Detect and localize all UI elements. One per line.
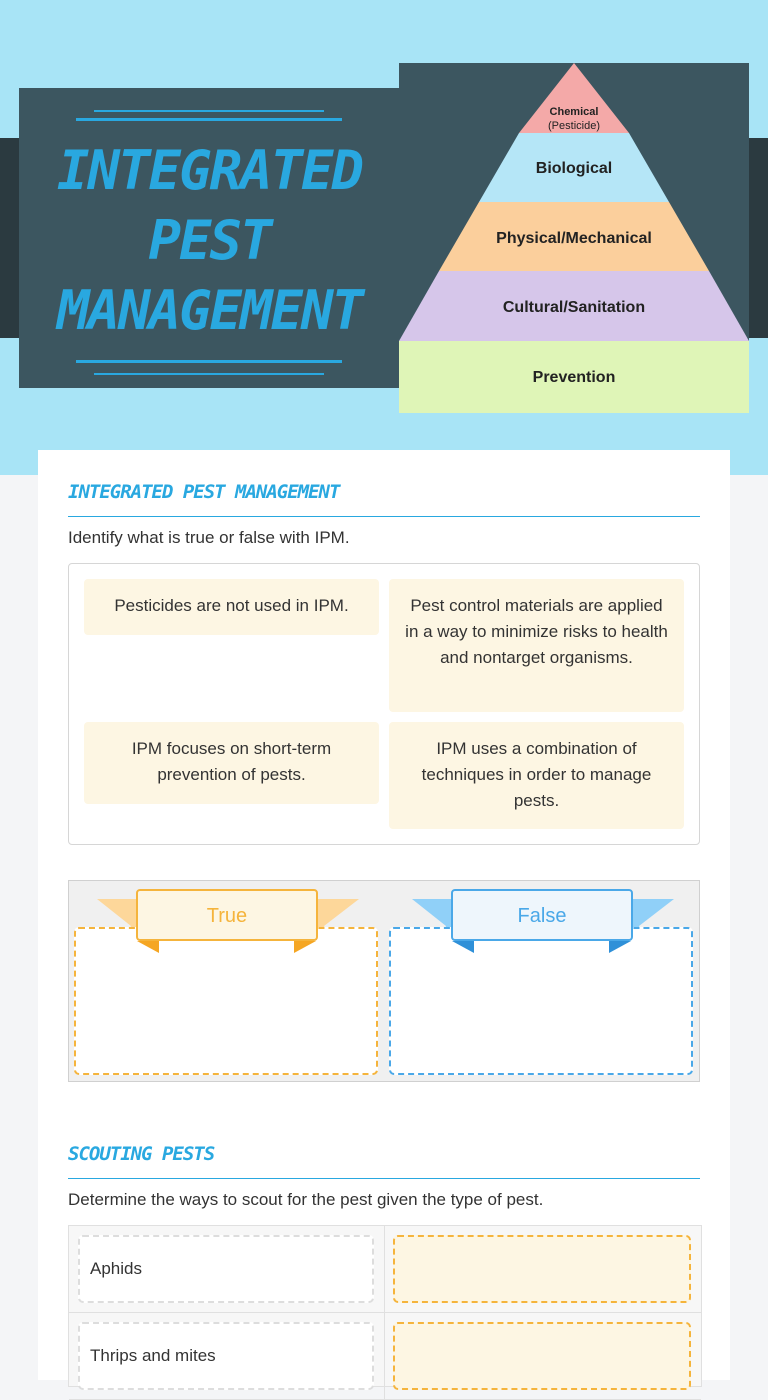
statement-card[interactable]: IPM uses a combination of techniques in order to manage pests. [389, 722, 684, 829]
instruction-ipm: Identify what is true or false with IPM. [68, 528, 350, 547]
scouting-match-table [68, 1225, 702, 1387]
statement-card[interactable]: IPM focuses on short-term prevention of pests. [84, 722, 379, 804]
pest-item: Aphids [78, 1235, 374, 1303]
title-rule [76, 360, 342, 363]
pyramid-label-physical: Physical/Mechanical [496, 230, 652, 247]
title-box [19, 88, 400, 388]
pyramid-label-cultural: Cultural/Sanitation [502, 299, 646, 316]
statement-card[interactable]: Pesticides are not used in IPM. [84, 579, 379, 635]
section-title-scouting: SCOUTING PESTS [68, 1143, 215, 1165]
header-banner [0, 0, 768, 475]
title-rule [76, 118, 342, 121]
match-row [69, 1313, 701, 1400]
title-line-2: PEST [148, 209, 271, 272]
title-rule [94, 373, 324, 375]
statement-card[interactable]: Pest control materials are applied in a way to minimize risks to health and nontarget organisms. [389, 579, 684, 712]
match-row [69, 1226, 701, 1313]
worksheet-card [38, 450, 730, 1380]
section-title-ipm: INTEGRATED PEST MANAGEMENT [68, 481, 340, 503]
column-divider [384, 1313, 385, 1399]
ipm-pyramid [399, 63, 749, 413]
title-line-1: INTEGRATED [56, 139, 363, 202]
pyramid-label-pesticide: (Pesticide) [548, 120, 600, 132]
ribbon-fold [137, 941, 159, 953]
pyramid-label-biological: Biological [535, 160, 613, 177]
false-label: False [451, 889, 633, 941]
ribbon-fold [452, 941, 474, 953]
true-false-sorter [68, 880, 700, 1082]
pyramid-label-prevention: Prevention [532, 369, 616, 386]
title-line-3: MANAGEMENT [56, 279, 363, 342]
column-divider [384, 1226, 385, 1312]
true-label: True [136, 889, 318, 941]
section-rule [68, 516, 700, 517]
section-rule [68, 1178, 700, 1179]
page-title [19, 136, 400, 346]
ribbon-fold [294, 941, 316, 953]
title-rule [94, 110, 324, 112]
pyramid-label-chemical: Chemical [549, 106, 599, 118]
instruction-scouting: Determine the ways to scout for the pest given the type of pest. [68, 1190, 544, 1209]
ribbon-fold [609, 941, 631, 953]
statement-pool [68, 563, 700, 845]
pest-item: Thrips and mites [78, 1322, 374, 1390]
answer-drop-zone[interactable] [393, 1235, 691, 1303]
